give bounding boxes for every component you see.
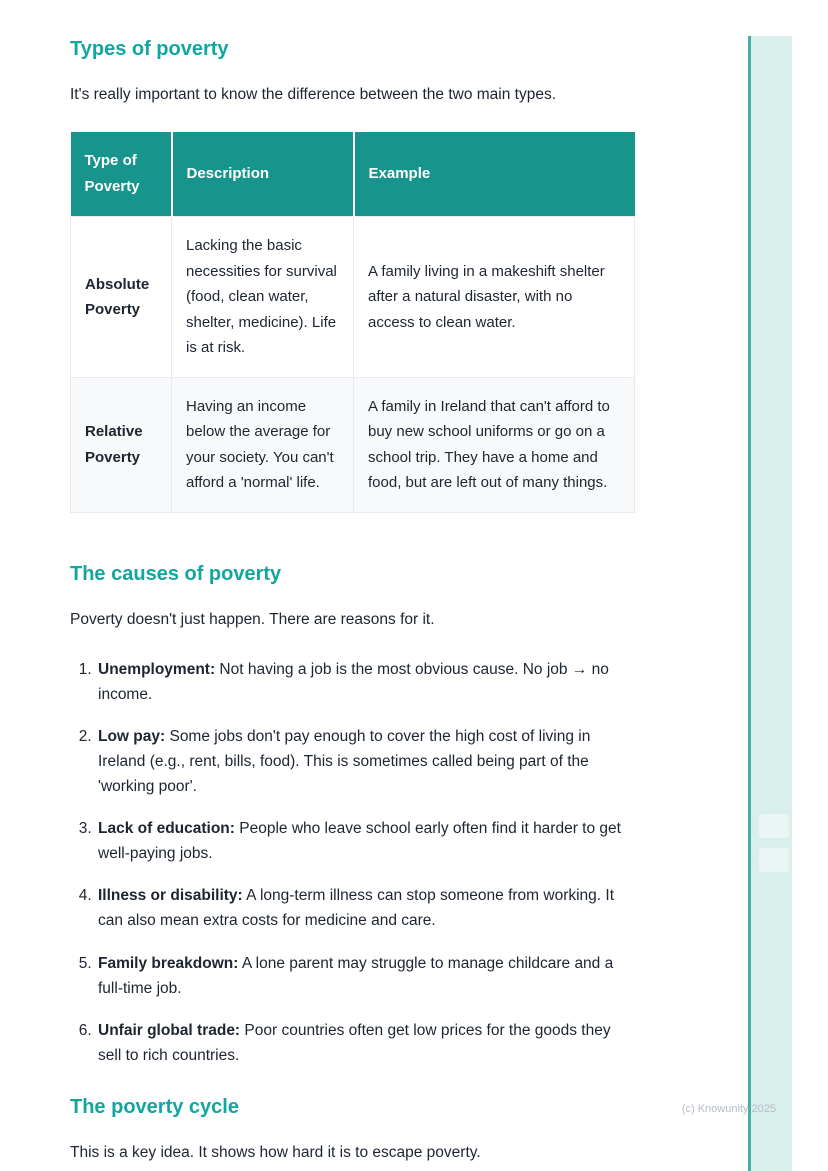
cause-term: Illness or disability: <box>98 887 243 905</box>
cause-text: Not having a job is the most obvious cause. No job → no income. <box>98 660 609 703</box>
cell-type-relative: Relative Poverty <box>71 377 172 512</box>
cause-term: Low pay: <box>98 727 166 745</box>
cell-example-absolute: A family living in a makeshift shelter after a natural disaster, with no access to clean water. <box>354 217 635 378</box>
cause-item-low-pay <box>96 724 634 799</box>
causes-intro-paragraph: Poverty doesn't just happen. There are reasons for it. <box>70 610 435 628</box>
table-header-description: Description <box>172 132 354 217</box>
types-intro-paragraph: It's really important to know the difference between the two main types. <box>70 86 557 103</box>
table-header-example: Example <box>354 132 635 217</box>
causes-list <box>70 657 634 1068</box>
cause-item-illness-or-disability <box>96 883 634 933</box>
scroll-thumb[interactable] <box>759 848 789 872</box>
cause-text: A lone parent may struggle to manage childcare and a full-time job. <box>98 954 614 997</box>
poverty-types-table <box>70 132 635 513</box>
cause-item-unfair-global-trade <box>96 1018 634 1068</box>
cause-term: Unfair global trade: <box>98 1021 241 1039</box>
heading-poverty-cycle: The poverty cycle <box>70 1096 239 1119</box>
cell-description-absolute: Lacking the basic necessities for survival (food, clean water, shelter, medicine). Life is at risk. <box>172 217 354 378</box>
cause-term: Family breakdown: <box>98 954 239 972</box>
watermark: (c) Knowunity 2025 <box>681 1103 776 1115</box>
cause-text: People who leave school early often find it harder to get well-paying jobs. <box>98 820 621 863</box>
cause-item-family-breakdown <box>96 951 634 1001</box>
cause-term: Unemployment: <box>98 660 216 678</box>
cause-term: Lack of education: <box>98 820 235 838</box>
cause-text: Some jobs don't pay enough to cover the high cost of living in Ireland (e.g., rent, bills, food). This is sometimes called being part of the 'working poor'. <box>98 727 591 796</box>
scroll-thumb[interactable] <box>759 814 789 838</box>
table-row <box>71 377 635 512</box>
cycle-intro-paragraph: This is a key idea. It shows how hard it is to escape poverty. <box>70 1144 481 1162</box>
scroll-strip[interactable] <box>748 36 792 1171</box>
table-header-type: Type of Poverty <box>71 132 172 217</box>
cause-item-unemployment <box>96 657 634 707</box>
table-row <box>71 217 635 378</box>
cause-text: Poor countries often get low prices for the goods they sell to rich countries. <box>98 1021 611 1064</box>
heading-types-of-poverty: Types of poverty <box>70 38 229 60</box>
cause-text: A long-term illness can stop someone from working. It can also mean extra costs for medicine and care. <box>98 887 615 930</box>
cell-example-relative: A family in Ireland that can't afford to buy new school uniforms or go on a school trip. They have a home and food, but are left out of many things. <box>354 377 635 512</box>
document-content <box>70 38 634 1171</box>
cause-item-lack-of-education <box>96 816 634 866</box>
heading-causes-of-poverty: The causes of poverty <box>70 562 282 585</box>
cell-description-relative: Having an income below the average for your society. You can't afford a 'normal' life. <box>172 377 354 512</box>
cell-type-absolute: Absolute Poverty <box>71 217 172 378</box>
table-header-row <box>71 132 635 217</box>
